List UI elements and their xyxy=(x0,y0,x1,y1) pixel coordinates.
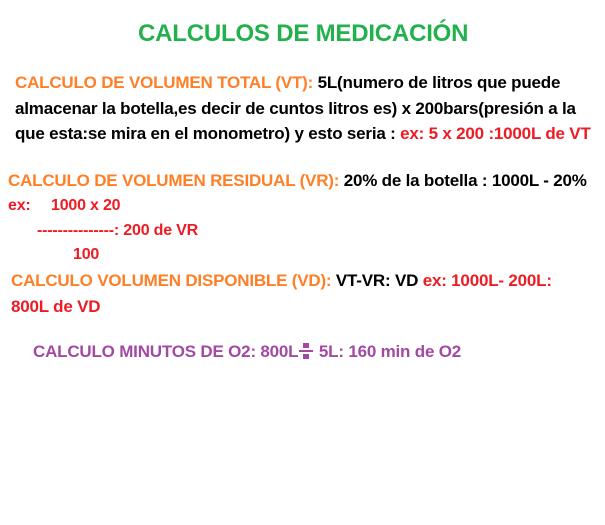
vr-numerator: 1000 x 20 xyxy=(51,197,121,214)
vr-ex-label: ex: xyxy=(8,197,31,214)
vr-fraction-line: ---------------: 200 de VR xyxy=(37,222,198,239)
vd-line-1 xyxy=(11,271,552,291)
vt-example: ex: 5 x 200 :1000L de VT xyxy=(400,124,591,143)
vt-heading: CALCULO DE VOLUMEN TOTAL (VT): xyxy=(15,73,314,92)
minutes-line xyxy=(33,342,461,362)
minutes-label: CALCULO MINUTOS DE O2: 800L xyxy=(33,342,299,361)
vt-line-1 xyxy=(15,73,560,93)
division-icon xyxy=(299,343,313,359)
minutes-rest: 5L: 160 min de O2 xyxy=(314,342,461,361)
vt-line-2: almacenar la botella,es decir de cuntos litros es) x 200bars(presión a la xyxy=(15,99,576,118)
vt-text-3: que esta:se mira en el monometro) y esto seria : xyxy=(15,124,401,143)
vd-text: VT-VR: VD xyxy=(331,271,423,290)
vr-heading: CALCULO DE VOLUMEN RESIDUAL (VR): xyxy=(8,171,340,190)
vd-heading: CALCULO VOLUMEN DISPONIBLE (VD): xyxy=(11,271,332,290)
vt-text-1: 5L(numero de litros que puede xyxy=(313,73,561,92)
vd-result: 800L de VD xyxy=(11,297,101,316)
vr-text: 20% de la botella : 1000L - 20% xyxy=(339,171,587,190)
vd-example: ex: 1000L- 200L: xyxy=(422,271,552,290)
vt-line-3 xyxy=(15,124,591,144)
vr-line-1 xyxy=(8,171,587,191)
vr-denominator: 100 xyxy=(73,246,100,263)
page-title: CALCULOS DE MEDICACIÓN xyxy=(138,20,469,47)
